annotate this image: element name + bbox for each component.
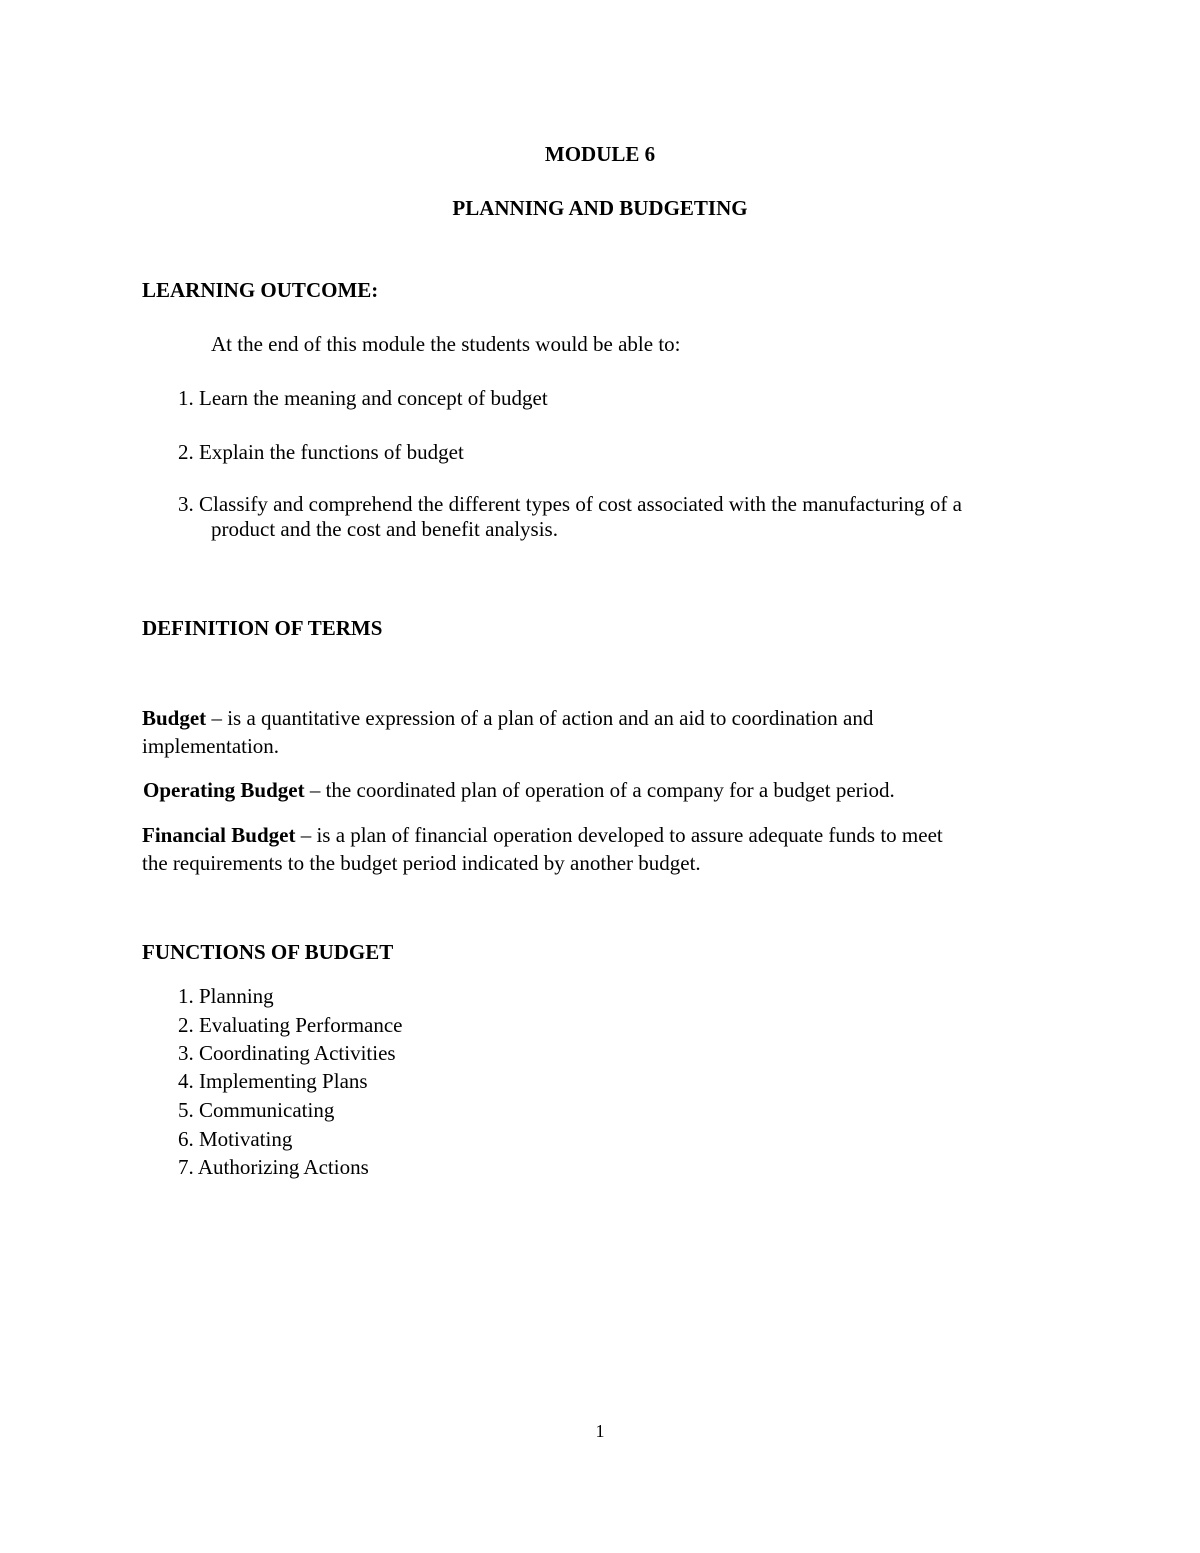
list-text: Implementing Plans: [199, 1069, 368, 1093]
learning-outcome-item-3-continued: product and the cost and benefit analysis.: [211, 517, 558, 541]
list-text: Learn the meaning and concept of budget: [199, 386, 548, 410]
definition-term: Operating Budget: [143, 778, 305, 802]
list-number: 2.: [178, 440, 194, 464]
list-text: Explain the functions of budget: [199, 440, 464, 464]
function-item-3: [178, 1041, 396, 1066]
list-number: 1.: [178, 386, 194, 410]
learning-outcome-item-3: [178, 492, 962, 517]
definitions-heading: DEFINITION OF TERMS: [142, 616, 383, 640]
learning-outcome-heading: LEARNING OUTCOME:: [142, 278, 379, 302]
learning-outcome-intro: At the end of this module the students would be able to:: [211, 332, 681, 356]
list-number: 3.: [178, 492, 194, 516]
definition-operating-budget: [143, 778, 895, 803]
list-number: 4.: [178, 1069, 194, 1093]
page-title: PLANNING AND BUDGETING: [452, 196, 748, 220]
definition-dash: –: [304, 778, 326, 802]
page-number: 1: [595, 1421, 605, 1441]
definition-dash: –: [295, 823, 317, 847]
definition-text: is a quantitative expression of a plan of action and an aid to coordination and: [227, 706, 874, 730]
function-item-7: [178, 1155, 369, 1180]
list-number: 3.: [178, 1041, 194, 1065]
module-label: MODULE 6: [544, 142, 656, 166]
learning-outcome-item-2: [178, 440, 464, 465]
definition-term: Budget: [142, 706, 207, 730]
list-text: Coordinating Activities: [199, 1041, 396, 1065]
function-item-4: [178, 1069, 368, 1094]
definition-budget: [142, 706, 873, 731]
list-text: Motivating: [199, 1127, 293, 1151]
functions-heading: FUNCTIONS OF BUDGET: [142, 940, 394, 964]
list-number: 5.: [178, 1098, 194, 1122]
list-text: Evaluating Performance: [199, 1013, 403, 1037]
list-number: 6.: [178, 1127, 194, 1151]
list-number: 1.: [178, 984, 194, 1008]
definition-financial-budget: [142, 823, 943, 848]
learning-outcome-item-1: [178, 386, 548, 411]
list-text: Planning: [199, 984, 274, 1008]
function-item-1: [178, 984, 274, 1009]
list-number: 7.: [178, 1155, 194, 1179]
definition-budget-continued: implementation.: [142, 734, 280, 758]
list-number: 2.: [178, 1013, 194, 1037]
definition-text: the coordinated plan of operation of a company for a budget period.: [325, 778, 895, 802]
list-text: Authorizing Actions: [197, 1155, 369, 1179]
function-item-5: [178, 1098, 334, 1123]
list-text: Classify and comprehend the different types of cost associated with the manufacturing of a: [199, 492, 962, 516]
definition-dash: –: [206, 706, 228, 730]
list-text: Communicating: [199, 1098, 335, 1122]
definition-text: is a plan of financial operation developed to assure adequate funds to meet: [316, 823, 943, 847]
function-item-2: [178, 1013, 403, 1038]
function-item-6: [178, 1127, 292, 1152]
definition-financial-budget-continued: the requirements to the budget period indicated by another budget.: [142, 851, 701, 875]
definition-term: Financial Budget: [142, 823, 296, 847]
